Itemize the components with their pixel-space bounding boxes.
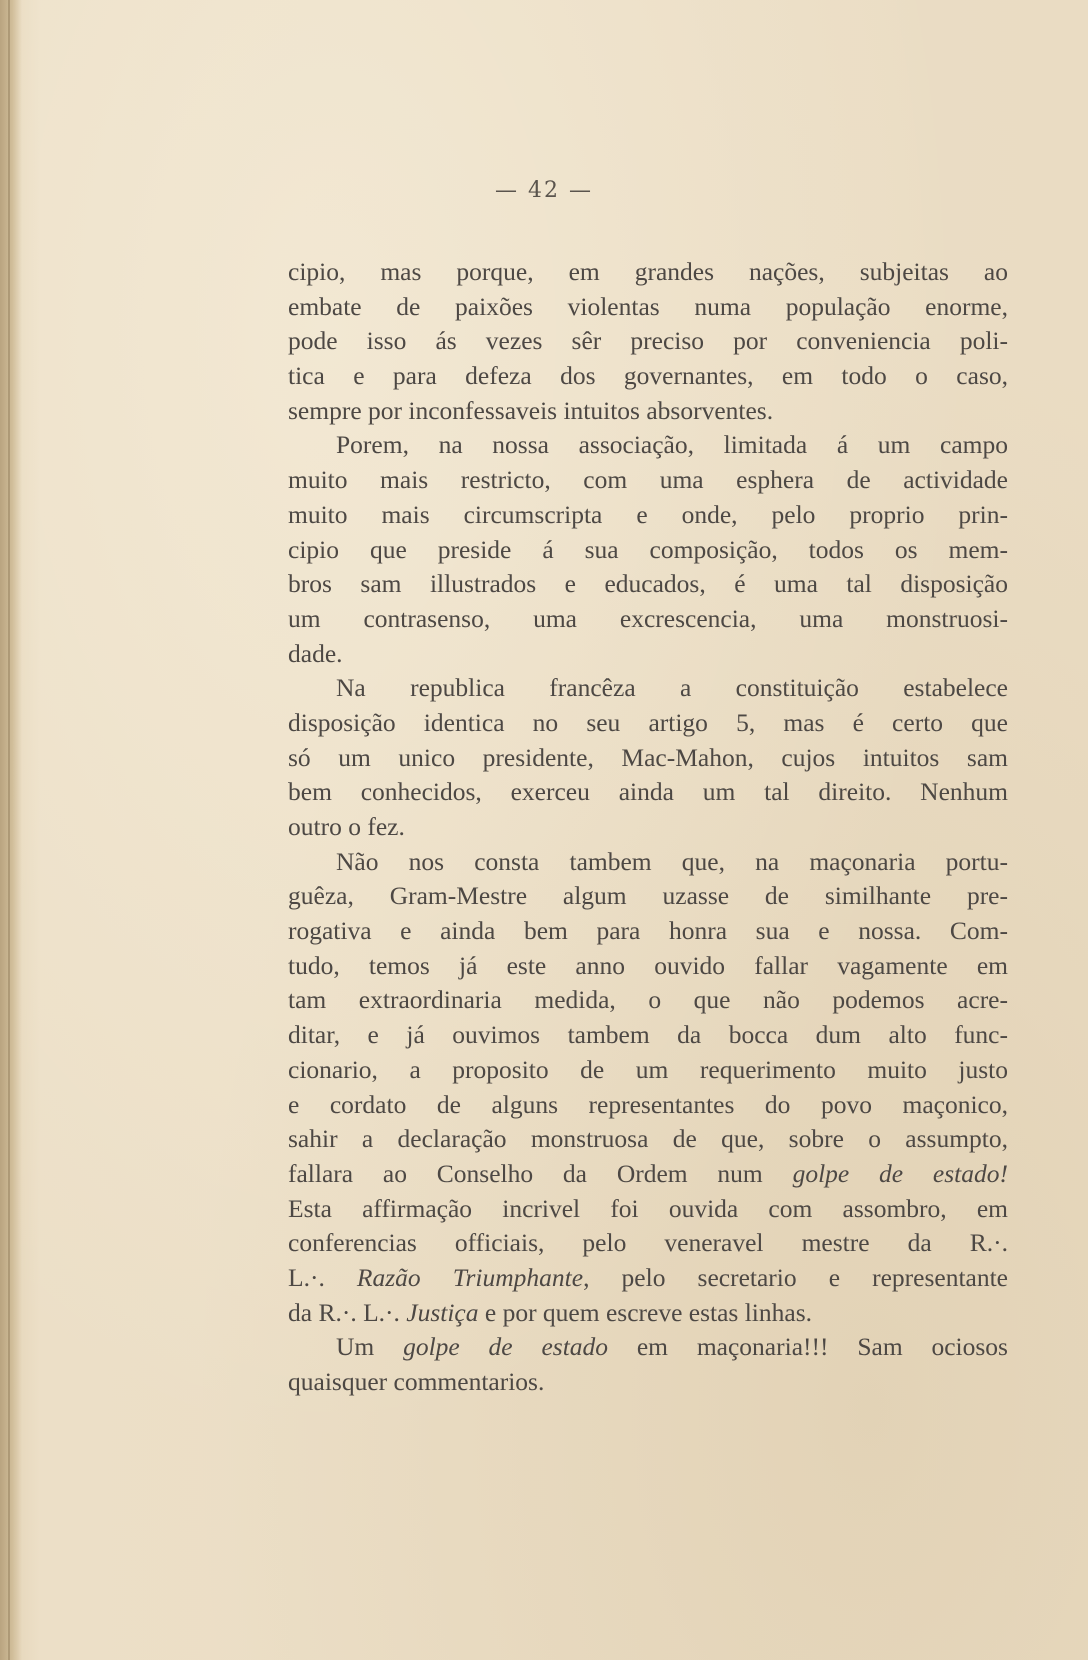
italic-phrase: golpe de estado	[403, 1332, 609, 1362]
text-line: Esta affirmação incrivel foi ouvida com assombro, em	[288, 1193, 1008, 1223]
paragraph	[288, 1330, 1008, 1399]
page-binding-edge	[0, 0, 22, 1660]
text-line: e cordato de alguns representantes do povo maçonico,	[288, 1089, 1008, 1119]
text-line: um contrasenso, uma excrescencia, uma monstruosi-	[288, 603, 1008, 633]
text-segment: em maçonaria!!! Sam ociosos	[608, 1332, 1008, 1362]
text-line: cipio, mas porque, em grandes nações, subjeitas ao	[288, 257, 1008, 286]
text-line-content: Na republica francêza a constituição estabelece	[336, 673, 1008, 703]
text-line: cipio que preside á sua composição, todos os mem-	[288, 534, 1008, 564]
text-line	[288, 1157, 1008, 1192]
text-line: embate de paixões violentas numa população enorme,	[288, 291, 1008, 321]
paragraph	[288, 428, 1008, 671]
text-line: muito mais circumscripta e onde, pelo proprio prin-	[288, 499, 1008, 529]
text-segment: da R.·. L.·.	[288, 1297, 407, 1327]
text-line: rogativa e ainda bem para honra sua e nossa. Com-	[288, 916, 1008, 946]
binding-fold-line	[8, 0, 10, 1660]
text-line: guêza, Gram-Mestre algum uzasse de similhante pre-	[288, 881, 1008, 911]
text-line: bros sam illustrados e educados, é uma tal disposição	[288, 569, 1008, 599]
italic-phrase: Razão Triumphante	[356, 1262, 584, 1292]
text-line: quaisquer commentarios.	[288, 1367, 545, 1396]
text-line: disposição identica no seu artigo 5, mas é certo que	[288, 707, 1008, 737]
italic-phrase: Justiça	[406, 1297, 479, 1327]
text-line	[288, 1330, 1008, 1365]
text-line: dade.	[288, 638, 343, 668]
text-line: cionario, a proposito de um requerimento muito justo	[288, 1054, 1008, 1084]
text-line: tica e para defeza dos governantes, em todo o caso,	[288, 361, 1008, 391]
text-line: ditar, e já ouvimos tambem da bocca dum alto func-	[288, 1020, 1008, 1050]
text-line	[288, 428, 1008, 463]
text-segment: Um	[336, 1332, 404, 1362]
text-line	[288, 671, 1008, 706]
text-segment: , pelo secretario e representante	[583, 1262, 1008, 1292]
text-line	[288, 845, 1008, 880]
text-line: sahir a declaração monstruosa de que, sobre o assumpto,	[288, 1124, 1008, 1154]
paragraph	[288, 255, 1008, 428]
text-line: tudo, temos já este anno ouvido fallar vagamente em	[288, 950, 1008, 980]
italic-phrase: golpe de estado!	[792, 1158, 1008, 1188]
text-line-content: Porem, na nossa associação, limitada á um campo	[336, 430, 1008, 460]
paragraph	[288, 845, 1008, 1331]
text-segment: L.·.	[288, 1262, 357, 1292]
text-line-content: Não nos consta tambem que, na maçonaria portu-	[336, 846, 1008, 876]
text-line: tam extraordinaria medida, o que não podemos acre-	[288, 985, 1008, 1015]
body-text	[288, 255, 1008, 1400]
text-line: pode isso ás vezes sêr preciso por conveniencia poli-	[288, 326, 1008, 356]
text-line: muito mais restricto, com uma esphera de actividade	[288, 465, 1008, 495]
text-segment: e por quem escreve estas linhas.	[478, 1297, 813, 1327]
text-line	[288, 1261, 1008, 1296]
text-line: conferencias officiais, pelo veneravel mestre da R.·.	[288, 1228, 1008, 1258]
text-line: só um unico presidente, Mac-Mahon, cujos intuitos sam	[288, 742, 1008, 772]
text-line: sempre por inconfessaveis intuitos absorventes.	[288, 395, 774, 425]
paragraph	[288, 671, 1008, 844]
text-line: bem conhecidos, exerceu ainda um tal direito. Nenhum	[288, 777, 1008, 807]
text-segment: fallara ao Conselho da Ordem num	[288, 1158, 793, 1188]
text-line	[288, 1296, 1008, 1331]
page-number: — 42 —	[495, 178, 593, 203]
text-line: outro o fez.	[288, 812, 405, 841]
